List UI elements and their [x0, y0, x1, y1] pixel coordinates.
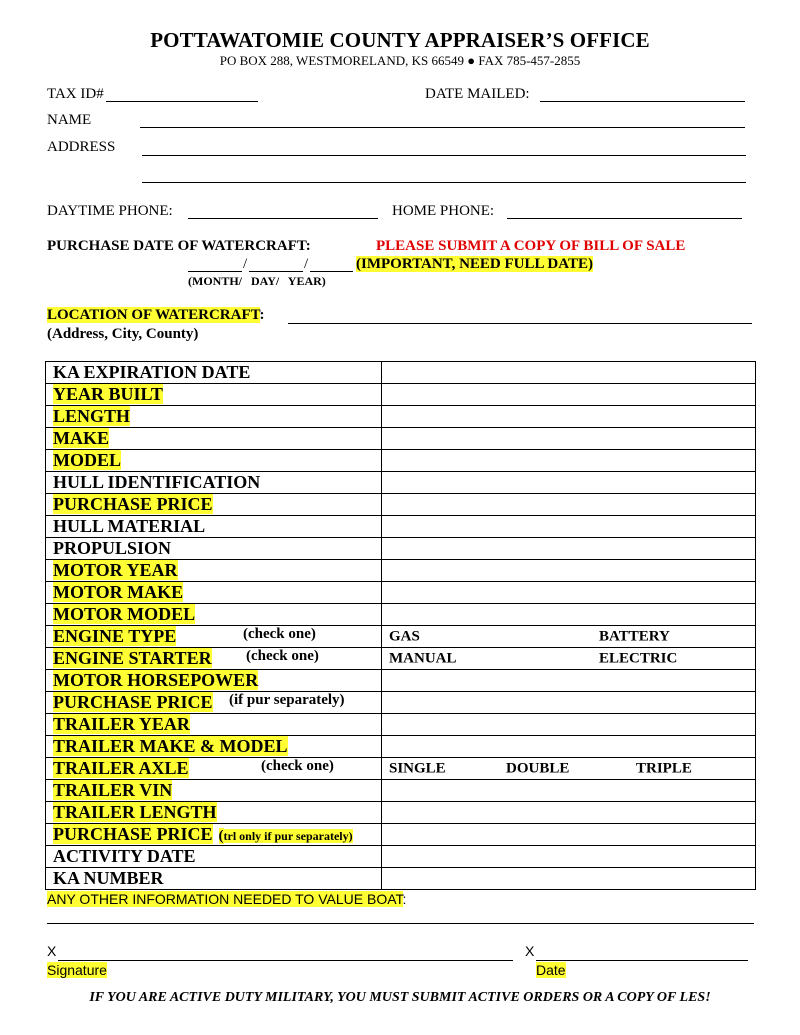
row-label-cell	[46, 384, 382, 406]
date-label-text: Date	[536, 962, 566, 978]
office-address: PO BOX 288, WESTMORELAND, KS 66549 ● FAX 785-457-2855	[219, 53, 581, 68]
table-row	[46, 406, 756, 428]
table-row	[46, 868, 756, 890]
row-label: KA EXPIRATION DATE	[53, 362, 251, 382]
table-row	[46, 362, 756, 384]
row-value-cell[interactable]	[382, 560, 756, 582]
row-label-cell	[46, 428, 382, 450]
check-option[interactable]: SINGLE	[389, 760, 446, 776]
page-title: POTTAWATOMIE COUNTY APPRAISER’S OFFICE	[150, 28, 650, 52]
table-row	[46, 560, 756, 582]
row-value-cell[interactable]	[382, 714, 756, 736]
home-phone-field[interactable]	[507, 218, 742, 219]
row-label-cell	[46, 780, 382, 802]
row-label-cell	[46, 648, 382, 670]
table-row	[46, 670, 756, 692]
table-row	[46, 582, 756, 604]
location-label	[47, 307, 265, 324]
row-label-cell	[46, 406, 382, 428]
row-note: (check one)	[246, 648, 319, 664]
other-info-label-text: ANY OTHER INFORMATION NEEDED TO VALUE BOAT	[47, 891, 403, 907]
table-row	[46, 758, 756, 780]
row-value-cell[interactable]	[382, 428, 756, 450]
row-label: MAKE	[53, 428, 109, 448]
daytime-phone-label: DAYTIME PHONE:	[47, 203, 173, 219]
table-row	[46, 824, 756, 846]
table-row	[46, 538, 756, 560]
date-mailed-field[interactable]	[540, 101, 745, 102]
row-value-cell[interactable]	[382, 736, 756, 758]
row-label: MOTOR YEAR	[53, 560, 178, 580]
check-option[interactable]: BATTERY	[599, 628, 670, 644]
bill-of-sale-notice: PLEASE SUBMIT A COPY OF BILL OF SALE	[376, 238, 686, 254]
date-format-hint: (MONTH/ DAY/ YEAR)	[188, 274, 326, 288]
signature-label-text: Signature	[47, 962, 107, 978]
row-note: (check one)	[243, 626, 316, 642]
tax-id-label: TAX ID#	[47, 86, 104, 102]
row-label-cell	[46, 802, 382, 824]
row-label: TRAILER AXLE	[53, 758, 189, 778]
table-row	[46, 780, 756, 802]
table-row	[46, 802, 756, 824]
row-value-cell[interactable]	[382, 362, 756, 384]
military-notice: IF YOU ARE ACTIVE DUTY MILITARY, YOU MUST SUBMIT ACTIVE ORDERS OR A COPY OF LES!	[89, 990, 711, 1005]
row-label-cell	[46, 450, 382, 472]
row-label-cell	[46, 824, 382, 846]
row-label: TRAILER YEAR	[53, 714, 190, 734]
row-value-cell[interactable]	[382, 604, 756, 626]
row-value-cell[interactable]	[382, 802, 756, 824]
table-row	[46, 494, 756, 516]
date-x: X	[525, 943, 535, 959]
row-value-cell[interactable]	[382, 824, 756, 846]
row-label: MODEL	[53, 450, 122, 470]
row-value-cell[interactable]	[382, 472, 756, 494]
row-value-cell[interactable]	[382, 758, 756, 780]
address-label: ADDRESS	[47, 139, 116, 155]
check-option[interactable]: GAS	[389, 628, 420, 644]
address-field-line-1[interactable]	[142, 155, 746, 156]
row-value-cell[interactable]	[382, 450, 756, 472]
signature-label	[47, 962, 107, 978]
check-option[interactable]: DOUBLE	[506, 760, 570, 776]
row-value-cell[interactable]	[382, 868, 756, 890]
address-field-line-2[interactable]	[142, 182, 746, 183]
row-label-cell	[46, 560, 382, 582]
table-row	[46, 648, 756, 670]
row-label: LENGTH	[53, 406, 131, 426]
full-date-notice-text: (IMPORTANT, NEED FULL DATE)	[356, 256, 593, 272]
row-label: YEAR BUILT	[53, 384, 163, 404]
check-option[interactable]: TRIPLE	[636, 760, 692, 776]
row-label: PURCHASE PRICE	[53, 824, 213, 844]
row-label-cell	[46, 538, 382, 560]
table-row	[46, 692, 756, 714]
other-info-colon: :	[402, 891, 407, 907]
row-label-cell	[46, 758, 382, 780]
signature-x: X	[47, 943, 57, 959]
row-value-cell[interactable]	[382, 582, 756, 604]
table-row	[46, 626, 756, 648]
row-label: MOTOR MAKE	[53, 582, 184, 602]
table-row	[46, 450, 756, 472]
location-colon: :	[259, 307, 265, 323]
row-value-cell[interactable]	[382, 538, 756, 560]
purchase-day-field[interactable]	[249, 271, 303, 272]
check-option[interactable]: MANUAL	[389, 650, 457, 666]
row-label: PURCHASE PRICE	[53, 494, 213, 514]
row-label: MOTOR HORSEPOWER	[53, 670, 259, 690]
tax-id-field[interactable]	[106, 101, 258, 102]
row-value-cell[interactable]	[382, 846, 756, 868]
table-row	[46, 736, 756, 758]
purchase-month-field[interactable]	[188, 271, 242, 272]
row-label: TRAILER LENGTH	[53, 802, 217, 822]
watercraft-details-table	[45, 361, 756, 890]
other-info-field[interactable]	[47, 923, 754, 924]
row-label-cell	[46, 604, 382, 626]
row-note: (if pur separately)	[229, 692, 345, 708]
row-label: ACTIVITY DATE	[53, 846, 196, 866]
table-row	[46, 472, 756, 494]
row-value-cell[interactable]	[382, 384, 756, 406]
name-field[interactable]	[140, 127, 745, 128]
row-value-cell[interactable]	[382, 670, 756, 692]
home-phone-label: HOME PHONE:	[392, 203, 495, 219]
date-separator: /	[304, 256, 309, 272]
row-value-cell[interactable]	[382, 780, 756, 802]
table-row	[46, 846, 756, 868]
row-label-cell	[46, 582, 382, 604]
table-row	[46, 384, 756, 406]
row-label-cell	[46, 362, 382, 384]
row-label-cell	[46, 626, 382, 648]
row-label-cell	[46, 736, 382, 758]
other-info-label	[47, 891, 406, 907]
row-note: (check one)	[261, 758, 334, 774]
row-label-cell	[46, 868, 382, 890]
row-label: PURCHASE PRICE	[53, 692, 213, 712]
location-hint: (Address, City, County)	[47, 326, 199, 342]
row-value-cell[interactable]	[382, 648, 756, 670]
check-option[interactable]: ELECTRIC	[599, 650, 678, 666]
row-value-cell[interactable]	[382, 516, 756, 538]
row-value-cell[interactable]	[382, 626, 756, 648]
row-label: HULL MATERIAL	[53, 516, 206, 536]
table-row	[46, 428, 756, 450]
date-separator: /	[243, 256, 248, 272]
row-label-cell	[46, 846, 382, 868]
row-value-cell[interactable]	[382, 692, 756, 714]
location-label-text: LOCATION OF WATERCRAFT	[47, 307, 260, 323]
row-label: ENGINE TYPE	[53, 626, 177, 646]
name-label: NAME	[47, 112, 92, 128]
purchase-date-label: PURCHASE DATE OF WATERCRAFT:	[47, 238, 311, 254]
row-value-cell[interactable]	[382, 406, 756, 428]
date-label	[536, 962, 566, 978]
row-label-cell	[46, 516, 382, 538]
row-note-prefix: (	[218, 828, 224, 844]
row-label: HULL IDENTIFICATION	[53, 472, 261, 492]
row-label-cell	[46, 714, 382, 736]
date-mailed-label: DATE MAILED:	[425, 86, 530, 102]
date-field[interactable]	[536, 960, 748, 961]
row-value-cell[interactable]	[382, 494, 756, 516]
purchase-year-field[interactable]	[310, 271, 353, 272]
row-label-cell	[46, 472, 382, 494]
table-row	[46, 516, 756, 538]
full-date-notice	[356, 256, 593, 273]
row-label: TRAILER MAKE & MODEL	[53, 736, 288, 756]
row-label: TRAILER VIN	[53, 780, 173, 800]
row-label-cell	[46, 670, 382, 692]
row-label-cell	[46, 692, 382, 714]
row-note: trl only if pur separately)	[223, 829, 353, 843]
row-label: PROPULSION	[53, 538, 172, 558]
daytime-phone-field[interactable]	[188, 218, 378, 219]
row-label: MOTOR MODEL	[53, 604, 196, 624]
row-label: ENGINE STARTER	[53, 648, 212, 668]
table-row	[46, 714, 756, 736]
table-row	[46, 604, 756, 626]
row-label: KA NUMBER	[53, 868, 164, 888]
row-label-cell	[46, 494, 382, 516]
location-field[interactable]	[288, 323, 752, 324]
signature-field[interactable]	[58, 960, 513, 961]
